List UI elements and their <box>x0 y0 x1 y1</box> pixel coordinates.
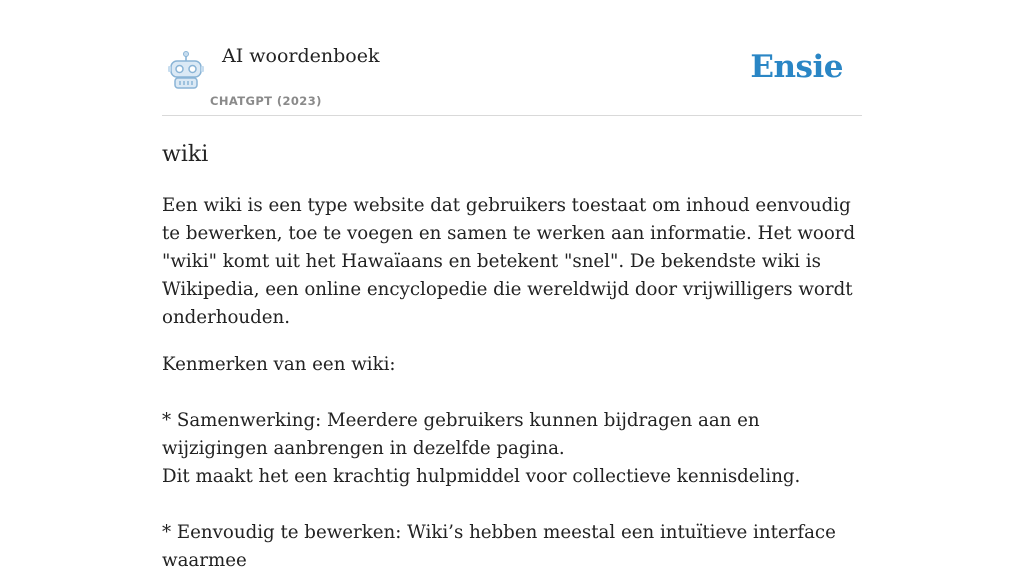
entry-header <box>162 0 862 116</box>
entry-definition: Een wiki is een type website dat gebruikers toestaat om inhoud eenvoudig te bewerken, toe te voegen en samen te werken aan informatie. Het woord "wiki" komt uit het Hawaïaans en betekent "snel". De bekendste wiki is Wikipedia, een online encyclopedie die wereldwijd door vrijwilligers wordt onderhouden. <box>162 195 856 328</box>
source-subtitle: CHATGPT (2023) <box>210 94 322 108</box>
entry-term: wiki <box>162 142 209 167</box>
ensie-logo[interactable]: Ensie <box>750 49 843 85</box>
entry-features: Kenmerken van een wiki: * Samenwerking: Meerdere gebruikers kunnen bijdragen aan en wijzigingen aanbrengen in dezelfde pagina. Dit maakt het een krachtig hulpmiddel voor collectieve kennisdeling. * Eenvoudig te bewerken: Wiki’s hebben meestal een intuïtieve interface waarmee <box>162 354 836 571</box>
entry-page <box>162 0 862 575</box>
robot-icon <box>166 51 206 91</box>
source-title[interactable]: AI woordenboek <box>222 45 380 67</box>
